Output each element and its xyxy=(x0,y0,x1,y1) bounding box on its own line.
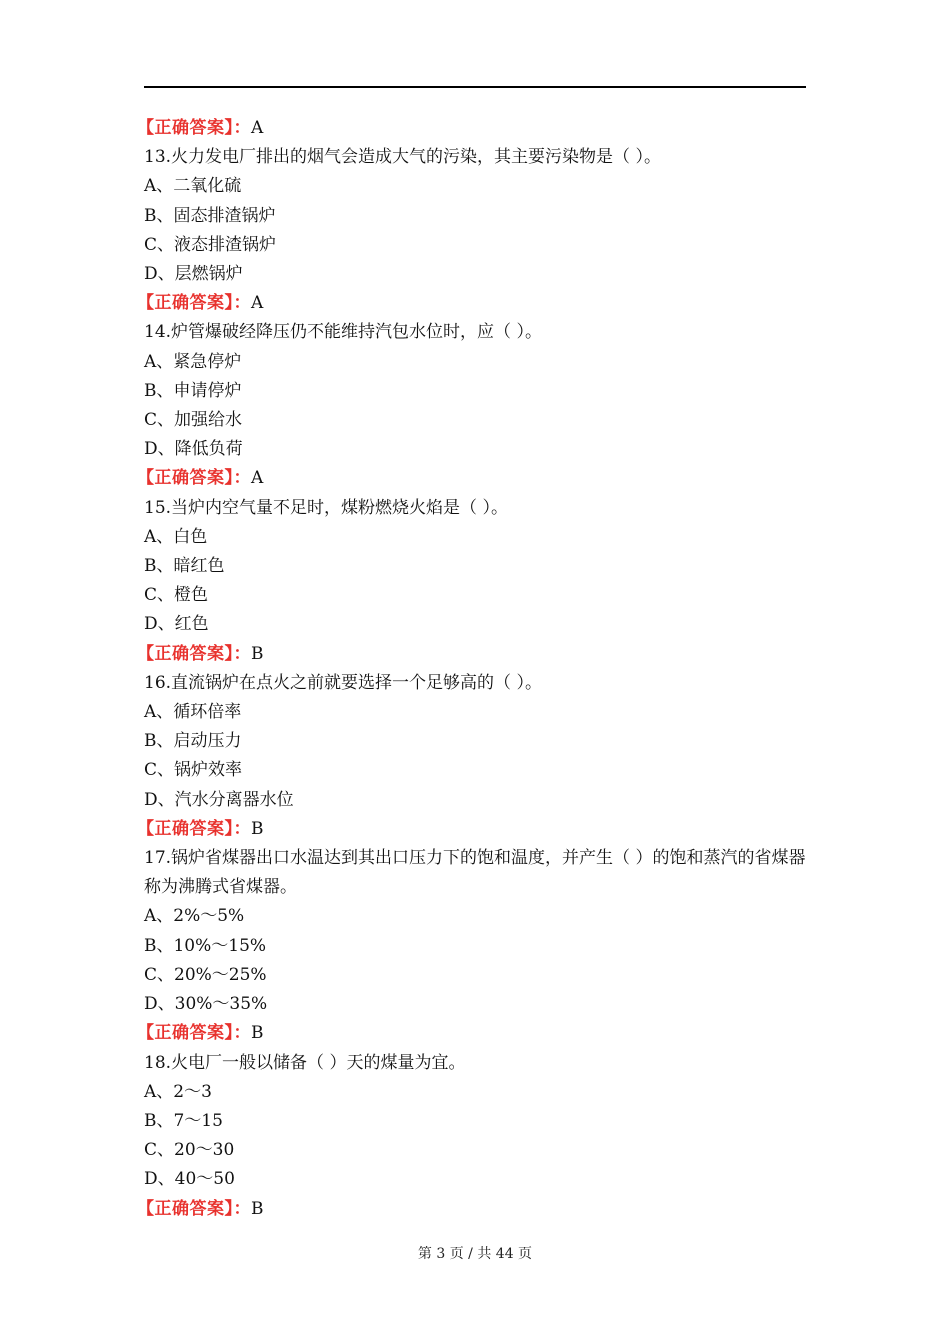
answer-line xyxy=(137,815,806,844)
answer-value: B xyxy=(251,818,264,839)
question-list xyxy=(137,114,806,1224)
question-block xyxy=(137,318,806,493)
question-option: D、红色 xyxy=(144,614,209,635)
answer-label: 【正确答案】： xyxy=(137,818,251,839)
answer-label: 【正确答案】： xyxy=(137,293,251,314)
answer-value: B xyxy=(251,1198,264,1219)
answer-line xyxy=(137,1019,806,1048)
answer-value: A xyxy=(251,468,264,489)
answer-line xyxy=(137,114,806,143)
question-stem: 17.锅炉省煤器出口水温达到其出口压力下的饱和温度，并产生（ ）的饱和蒸汽的省煤器称为沸腾式省煤器。 xyxy=(144,848,806,898)
answer-value: A xyxy=(251,118,264,138)
question-stem: 15.当炉内空气量不足时，煤粉燃烧火焰是（ ）。 xyxy=(144,497,508,518)
answer-line xyxy=(137,640,806,669)
question-block xyxy=(137,143,806,318)
question-option: C、20～30 xyxy=(144,1140,235,1161)
question-option: A、2～3 xyxy=(144,1081,212,1102)
answer-value: A xyxy=(251,293,264,314)
question-option: D、30%～35% xyxy=(144,994,268,1015)
question-option: A、紧急停炉 xyxy=(144,351,242,372)
question-option: A、循环倍率 xyxy=(144,702,242,723)
question-option: B、暗红色 xyxy=(144,556,225,577)
answer-value: B xyxy=(251,1023,264,1044)
question-option: C、锅炉效率 xyxy=(144,760,243,781)
answer-label: 【正确答案】： xyxy=(137,643,251,664)
answer-label: 【正确答案】： xyxy=(137,1023,251,1044)
answer-line xyxy=(137,1195,806,1224)
question-stem: 16.直流锅炉在点火之前就要选择一个足够高的（ ）。 xyxy=(144,672,542,693)
question-block xyxy=(137,669,806,844)
question-option: C、加强给水 xyxy=(144,410,243,431)
page-footer: 第 3 页 / 共 44 页 xyxy=(417,1246,533,1262)
question-option: A、白色 xyxy=(144,526,208,547)
answer-label: 【正确答案】： xyxy=(137,1198,251,1219)
question-option: D、降低负荷 xyxy=(144,439,243,460)
question-option: B、10%～15% xyxy=(144,935,267,956)
header-rule xyxy=(144,86,806,88)
question-option: D、汽水分离器水位 xyxy=(144,789,294,810)
question-option: D、40～50 xyxy=(144,1169,235,1190)
question-option: C、液态排渣锅炉 xyxy=(144,234,277,255)
questions-container xyxy=(137,143,806,1224)
question-stem: 18.火电厂一般以储备（ ）天的煤量为宜。 xyxy=(144,1052,466,1073)
question-option: A、二氧化硫 xyxy=(144,176,242,197)
question-option: B、启动压力 xyxy=(144,731,242,752)
question-option: B、7～15 xyxy=(144,1110,223,1131)
question-option: C、20%～25% xyxy=(144,964,267,985)
question-block xyxy=(137,844,806,1048)
question-stem: 14.炉管爆破经降压仍不能维持汽包水位时，应（ ）。 xyxy=(144,322,542,343)
question-option: D、层燃锅炉 xyxy=(144,264,243,285)
answer-value: B xyxy=(251,643,264,664)
question-stem: 13.火力发电厂排出的烟气会造成大气的污染，其主要污染物是（ ）。 xyxy=(144,147,661,168)
answer-label: 【正确答案】： xyxy=(137,118,251,138)
answer-label: 【正确答案】： xyxy=(137,468,251,489)
answer-line xyxy=(137,464,806,493)
answer-line xyxy=(137,289,806,318)
question-option: B、固态排渣锅炉 xyxy=(144,205,276,226)
question-block xyxy=(137,1049,806,1224)
question-block xyxy=(137,494,806,669)
question-option: C、橙色 xyxy=(144,585,209,606)
question-option: A、2%～5% xyxy=(144,906,245,927)
question-option: B、申请停炉 xyxy=(144,380,242,401)
